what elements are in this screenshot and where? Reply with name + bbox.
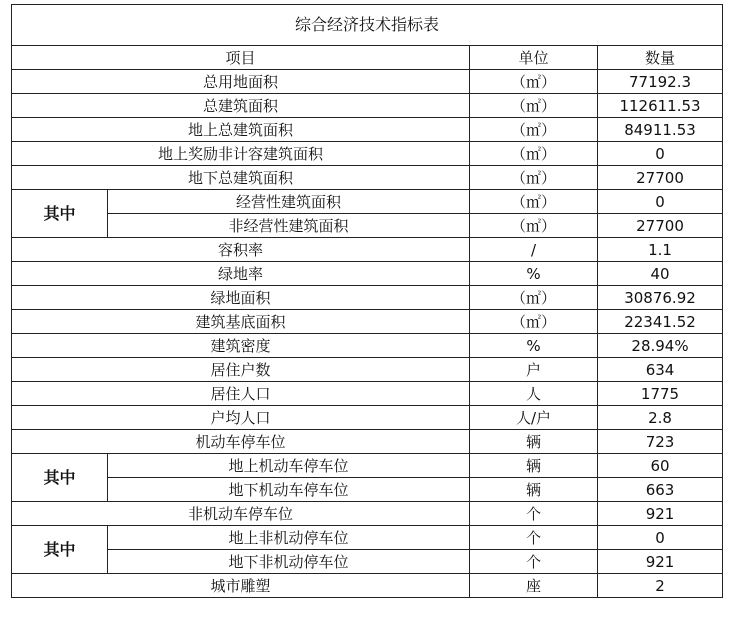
table-row	[12, 526, 723, 550]
table-title-row	[12, 5, 723, 46]
group-label: 其中	[12, 526, 108, 574]
row-value: 30876.92	[598, 286, 723, 310]
row-unit: 座	[470, 574, 598, 598]
table-row	[12, 430, 723, 454]
row-unit: 个	[470, 550, 598, 574]
row-item: 地上非机动停车位	[108, 526, 470, 550]
table-row	[12, 478, 723, 502]
row-item: 地上总建筑面积	[12, 118, 470, 142]
row-unit: 辆	[470, 478, 598, 502]
row-value: 921	[598, 502, 723, 526]
group-label: 其中	[12, 190, 108, 238]
table-row	[12, 142, 723, 166]
row-value: 60	[598, 454, 723, 478]
row-unit: （㎡）	[470, 94, 598, 118]
row-item: 非机动车停车位	[12, 502, 470, 526]
table-row	[12, 454, 723, 478]
row-value: 84911.53	[598, 118, 723, 142]
row-item: 绿地面积	[12, 286, 470, 310]
table-row	[12, 190, 723, 214]
row-unit: 户	[470, 358, 598, 382]
row-item: 经营性建筑面积	[108, 190, 470, 214]
row-value: 2	[598, 574, 723, 598]
table-row	[12, 118, 723, 142]
table-row	[12, 550, 723, 574]
header-item: 项目	[12, 46, 470, 70]
header-value: 数量	[598, 46, 723, 70]
row-unit: 个	[470, 526, 598, 550]
row-unit: 辆	[470, 430, 598, 454]
row-item: 地上机动车停车位	[108, 454, 470, 478]
table-row	[12, 310, 723, 334]
table-row	[12, 286, 723, 310]
row-item: 绿地率	[12, 262, 470, 286]
table-row	[12, 94, 723, 118]
row-unit: 人	[470, 382, 598, 406]
row-unit: （㎡）	[470, 70, 598, 94]
row-value: 663	[598, 478, 723, 502]
row-value: 40	[598, 262, 723, 286]
table-title: 综合经济技术指标表	[12, 5, 723, 46]
row-value: 77192.3	[598, 70, 723, 94]
row-unit: （㎡）	[470, 118, 598, 142]
group-label: 其中	[12, 454, 108, 502]
row-item: 地上奖励非计容建筑面积	[12, 142, 470, 166]
row-item: 地下机动车停车位	[108, 478, 470, 502]
table-row	[12, 262, 723, 286]
row-item: 机动车停车位	[12, 430, 470, 454]
header-row	[12, 46, 723, 70]
row-item: 城市雕塑	[12, 574, 470, 598]
row-item: 居住户数	[12, 358, 470, 382]
row-value: 1.1	[598, 238, 723, 262]
row-value: 0	[598, 190, 723, 214]
row-value: 2.8	[598, 406, 723, 430]
row-item: 建筑密度	[12, 334, 470, 358]
table-row	[12, 214, 723, 238]
row-unit: 人/户	[470, 406, 598, 430]
row-unit: （㎡）	[470, 142, 598, 166]
row-item: 非经营性建筑面积	[108, 214, 470, 238]
row-unit: （㎡）	[470, 310, 598, 334]
row-item: 容积率	[12, 238, 470, 262]
table-row	[12, 382, 723, 406]
header-unit: 单位	[470, 46, 598, 70]
economic-indicators-table	[11, 4, 723, 598]
row-value: 0	[598, 526, 723, 550]
row-unit: （㎡）	[470, 214, 598, 238]
row-item: 居住人口	[12, 382, 470, 406]
row-unit: 辆	[470, 454, 598, 478]
row-item: 总用地面积	[12, 70, 470, 94]
row-unit: （㎡）	[470, 286, 598, 310]
row-value: 28.94%	[598, 334, 723, 358]
table-row	[12, 166, 723, 190]
row-value: 723	[598, 430, 723, 454]
row-value: 921	[598, 550, 723, 574]
table-row	[12, 238, 723, 262]
row-value: 112611.53	[598, 94, 723, 118]
row-unit: %	[470, 334, 598, 358]
row-value: 634	[598, 358, 723, 382]
table-row	[12, 70, 723, 94]
row-unit: 个	[470, 502, 598, 526]
row-unit: （㎡）	[470, 190, 598, 214]
row-value: 22341.52	[598, 310, 723, 334]
table-row	[12, 406, 723, 430]
row-value: 1775	[598, 382, 723, 406]
table-row	[12, 502, 723, 526]
row-value: 0	[598, 142, 723, 166]
row-value: 27700	[598, 214, 723, 238]
row-item: 建筑基底面积	[12, 310, 470, 334]
table-row	[12, 334, 723, 358]
row-item: 地下非机动停车位	[108, 550, 470, 574]
row-item: 户均人口	[12, 406, 470, 430]
row-unit: %	[470, 262, 598, 286]
row-unit: /	[470, 238, 598, 262]
row-item: 地下总建筑面积	[12, 166, 470, 190]
row-value: 27700	[598, 166, 723, 190]
row-unit: （㎡）	[470, 166, 598, 190]
table-row	[12, 574, 723, 598]
table-row	[12, 358, 723, 382]
row-item: 总建筑面积	[12, 94, 470, 118]
